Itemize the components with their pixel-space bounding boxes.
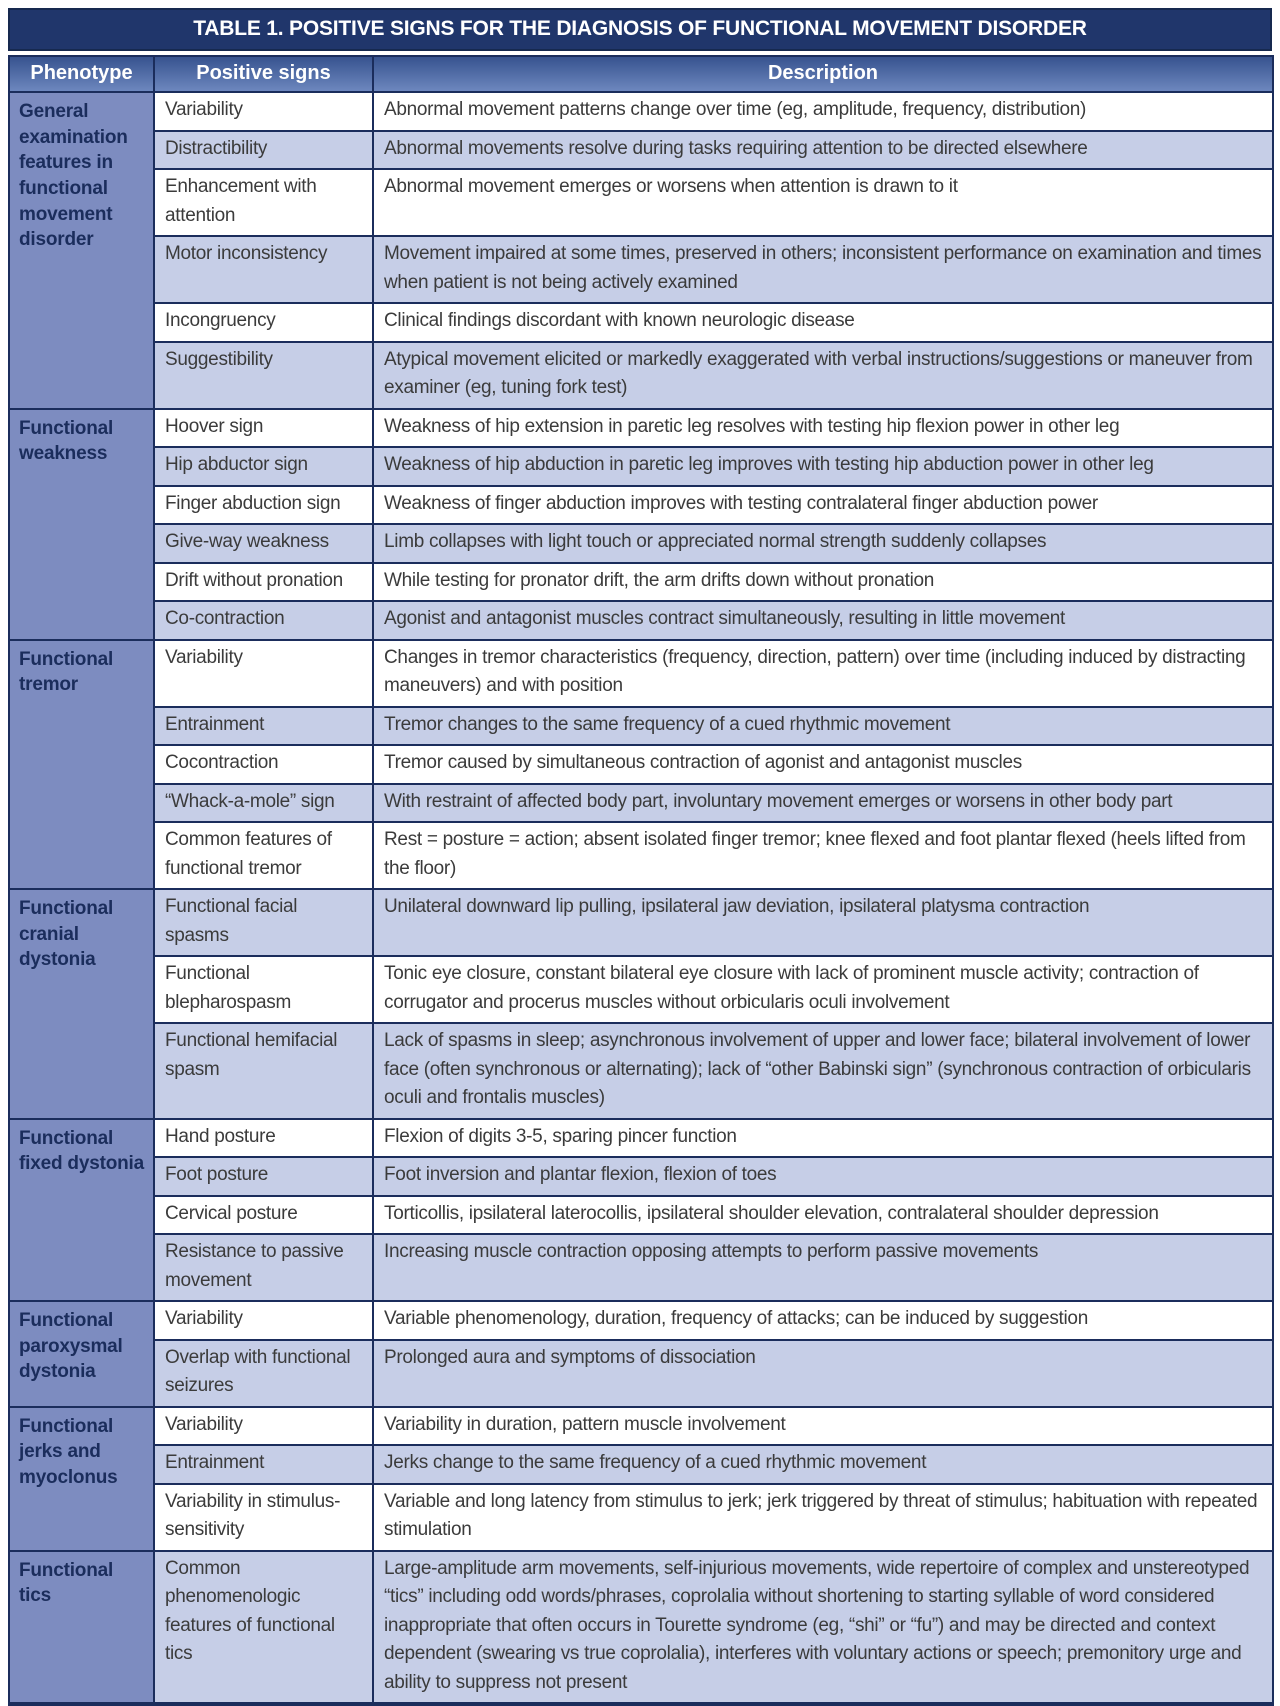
sign-cell: Hip abductor sign bbox=[154, 447, 373, 486]
table-row bbox=[9, 486, 1273, 525]
sign-cell: Entrainment bbox=[154, 707, 373, 746]
sign-cell: Incongruency bbox=[154, 303, 373, 342]
description-cell: Agonist and antagonist muscles contract simultaneously, resulting in little movement bbox=[373, 601, 1273, 640]
description-cell: Increasing muscle contraction opposing attempts to perform passive movements bbox=[373, 1234, 1273, 1301]
description-cell: Weakness of hip extension in paretic leg resolves with testing hip flexion power in other leg bbox=[373, 409, 1273, 448]
sign-cell: Common features of functional tremor bbox=[154, 822, 373, 889]
description-cell: Tremor caused by simultaneous contraction of agonist and antagonist muscles bbox=[373, 745, 1273, 784]
description-cell: Variable and long latency from stimulus to jerk; jerk triggered by threat of stimulus; habituation with repeated stimulation bbox=[373, 1484, 1273, 1551]
sign-cell: Distractibility bbox=[154, 131, 373, 170]
table-row bbox=[9, 1484, 1273, 1551]
table-row bbox=[9, 822, 1273, 889]
description-cell: While testing for pronator drift, the arm drifts down without pronation bbox=[373, 563, 1273, 602]
sign-cell: Finger abduction sign bbox=[154, 486, 373, 525]
table-row bbox=[9, 1340, 1273, 1407]
sign-cell: Common phenomenologic features of functional tics bbox=[154, 1551, 373, 1705]
table-row bbox=[9, 1119, 1273, 1158]
table-row bbox=[9, 956, 1273, 1023]
description-cell: Variable phenomenology, duration, frequency of attacks; can be induced by suggestion bbox=[373, 1301, 1273, 1340]
phenotype-cell-functional-jerks-myoclonus: Functional jerks and myoclonus bbox=[9, 1407, 154, 1551]
description-cell: Clinical findings discordant with known neurologic disease bbox=[373, 303, 1273, 342]
sign-cell: Functional facial spasms bbox=[154, 889, 373, 956]
table-title: TABLE 1. POSITIVE SIGNS FOR THE DIAGNOSIS OF FUNCTIONAL MOVEMENT DISORDER bbox=[8, 8, 1272, 51]
description-cell: Abnormal movement patterns change over time (eg, amplitude, frequency, distribution) bbox=[373, 92, 1273, 131]
table-row bbox=[9, 524, 1273, 563]
sign-cell: Variability bbox=[154, 1407, 373, 1446]
sign-cell: Resistance to passive movement bbox=[154, 1234, 373, 1301]
sign-cell: Motor inconsistency bbox=[154, 236, 373, 303]
description-cell: Tonic eye closure, constant bilateral eye closure with lack of prominent muscle activity; contraction of corrugator and procerus muscles without orbicularis oculi involvement bbox=[373, 956, 1273, 1023]
description-cell: Tremor changes to the same frequency of a cued rhythmic movement bbox=[373, 707, 1273, 746]
phenotype-cell-functional-cranial-dystonia: Functional cranial dystonia bbox=[9, 889, 154, 1119]
table-row bbox=[9, 169, 1273, 236]
description-cell: Abnormal movement emerges or worsens when attention is drawn to it bbox=[373, 169, 1273, 236]
phenotype-cell-general-examination: General examination features in functional movement disorder bbox=[9, 92, 154, 409]
table-figure bbox=[8, 8, 1272, 1706]
table-row bbox=[9, 563, 1273, 602]
description-cell: Atypical movement elicited or markedly exaggerated with verbal instructions/suggestions or maneuver from examiner (eg, tuning fork test) bbox=[373, 342, 1273, 409]
sign-cell: Variability bbox=[154, 92, 373, 131]
description-cell: Lack of spasms in sleep; asynchronous involvement of upper and lower face; bilateral involvement of lower face (often synchronous or alternating); lack of “other Babinski sign” (synchronous contraction of orbicularis oculi and frontalis muscles) bbox=[373, 1023, 1273, 1119]
description-cell: Variability in duration, pattern muscle involvement bbox=[373, 1407, 1273, 1446]
table-row bbox=[9, 1157, 1273, 1196]
table-row bbox=[9, 1407, 1273, 1446]
table-row bbox=[9, 1445, 1273, 1484]
description-cell: Movement impaired at some times, preserved in others; inconsistent performance on examination and times when patient is not being actively examined bbox=[373, 236, 1273, 303]
description-cell: Large-amplitude arm movements, self-injurious movements, wide repertoire of complex and unstereotyped “tics” including odd words/phrases, coprolalia without shortening to starting syllable of word considered inappropriate that often occurs in Tourette syndrome (eg, “shi” or “fu”) and may be directed and context dependent (swearing vs true coprolalia), interferes with voluntary actions or speech; premonitory urge and ability to suppress not present bbox=[373, 1551, 1273, 1705]
description-cell: Limb collapses with light touch or appreciated normal strength suddenly collapses bbox=[373, 524, 1273, 563]
phenotype-cell-functional-tics: Functional tics bbox=[9, 1551, 154, 1705]
sign-cell: Suggestibility bbox=[154, 342, 373, 409]
sign-cell: Give-way weakness bbox=[154, 524, 373, 563]
description-cell: Unilateral downward lip pulling, ipsilateral jaw deviation, ipsilateral platysma contraction bbox=[373, 889, 1273, 956]
table-row bbox=[9, 707, 1273, 746]
sign-cell: Variability bbox=[154, 640, 373, 707]
sign-cell: Enhancement with attention bbox=[154, 169, 373, 236]
description-cell: Torticollis, ipsilateral laterocollis, ipsilateral shoulder elevation, contralateral shoulder depression bbox=[373, 1196, 1273, 1235]
sign-cell: Cervical posture bbox=[154, 1196, 373, 1235]
phenotype-cell-functional-weakness: Functional weakness bbox=[9, 409, 154, 640]
sign-cell: Hand posture bbox=[154, 1119, 373, 1158]
sign-cell: Variability bbox=[154, 1301, 373, 1340]
table-row bbox=[9, 303, 1273, 342]
phenotype-cell-functional-fixed-dystonia: Functional fixed dystonia bbox=[9, 1119, 154, 1302]
column-header-phenotype: Phenotype bbox=[9, 56, 154, 92]
sign-cell: Hoover sign bbox=[154, 409, 373, 448]
sign-cell: Foot posture bbox=[154, 1157, 373, 1196]
sign-cell: Functional hemifacial spasm bbox=[154, 1023, 373, 1119]
phenotype-cell-functional-paroxysmal-dystonia: Functional paroxysmal dystonia bbox=[9, 1301, 154, 1407]
positive-signs-table bbox=[8, 55, 1274, 1706]
sign-cell: Cocontraction bbox=[154, 745, 373, 784]
table-row bbox=[9, 889, 1273, 956]
sign-cell: Drift without pronation bbox=[154, 563, 373, 602]
sign-cell: Overlap with functional seizures bbox=[154, 1340, 373, 1407]
table-row bbox=[9, 236, 1273, 303]
column-header-description: Description bbox=[373, 56, 1273, 92]
sign-cell: “Whack-a-mole” sign bbox=[154, 784, 373, 823]
table-row bbox=[9, 601, 1273, 640]
description-cell: Changes in tremor characteristics (frequency, direction, pattern) over time (including induced by distracting maneuvers) and with position bbox=[373, 640, 1273, 707]
description-cell: Foot inversion and plantar flexion, flexion of toes bbox=[373, 1157, 1273, 1196]
table-row bbox=[9, 745, 1273, 784]
description-cell: Weakness of finger abduction improves with testing contralateral finger abduction power bbox=[373, 486, 1273, 525]
table-row bbox=[9, 409, 1273, 448]
table-row bbox=[9, 92, 1273, 131]
table-row bbox=[9, 342, 1273, 409]
description-cell: Jerks change to the same frequency of a cued rhythmic movement bbox=[373, 1445, 1273, 1484]
sign-cell: Co-contraction bbox=[154, 601, 373, 640]
description-cell: Weakness of hip abduction in paretic leg improves with testing hip abduction power in other leg bbox=[373, 447, 1273, 486]
sign-cell: Entrainment bbox=[154, 1445, 373, 1484]
description-cell: Prolonged aura and symptoms of dissociation bbox=[373, 1340, 1273, 1407]
header-row bbox=[9, 56, 1273, 92]
description-cell: With restraint of affected body part, involuntary movement emerges or worsens in other body part bbox=[373, 784, 1273, 823]
description-cell: Abnormal movements resolve during tasks requiring attention to be directed elsewhere bbox=[373, 131, 1273, 170]
table-row bbox=[9, 1196, 1273, 1235]
table-row bbox=[9, 1234, 1273, 1301]
table-row bbox=[9, 1023, 1273, 1119]
table-row bbox=[9, 447, 1273, 486]
description-cell: Flexion of digits 3-5, sparing pincer function bbox=[373, 1119, 1273, 1158]
column-header-positive-signs: Positive signs bbox=[154, 56, 373, 92]
table-row bbox=[9, 784, 1273, 823]
table-row bbox=[9, 1301, 1273, 1340]
table-row bbox=[9, 640, 1273, 707]
table-row bbox=[9, 131, 1273, 170]
phenotype-cell-functional-tremor: Functional tremor bbox=[9, 640, 154, 890]
sign-cell: Functional blepharospasm bbox=[154, 956, 373, 1023]
table-row bbox=[9, 1551, 1273, 1705]
description-cell: Rest = posture = action; absent isolated finger tremor; knee flexed and foot plantar flexed (heels lifted from the floor) bbox=[373, 822, 1273, 889]
sign-cell: Variability in stimulus-sensitivity bbox=[154, 1484, 373, 1551]
